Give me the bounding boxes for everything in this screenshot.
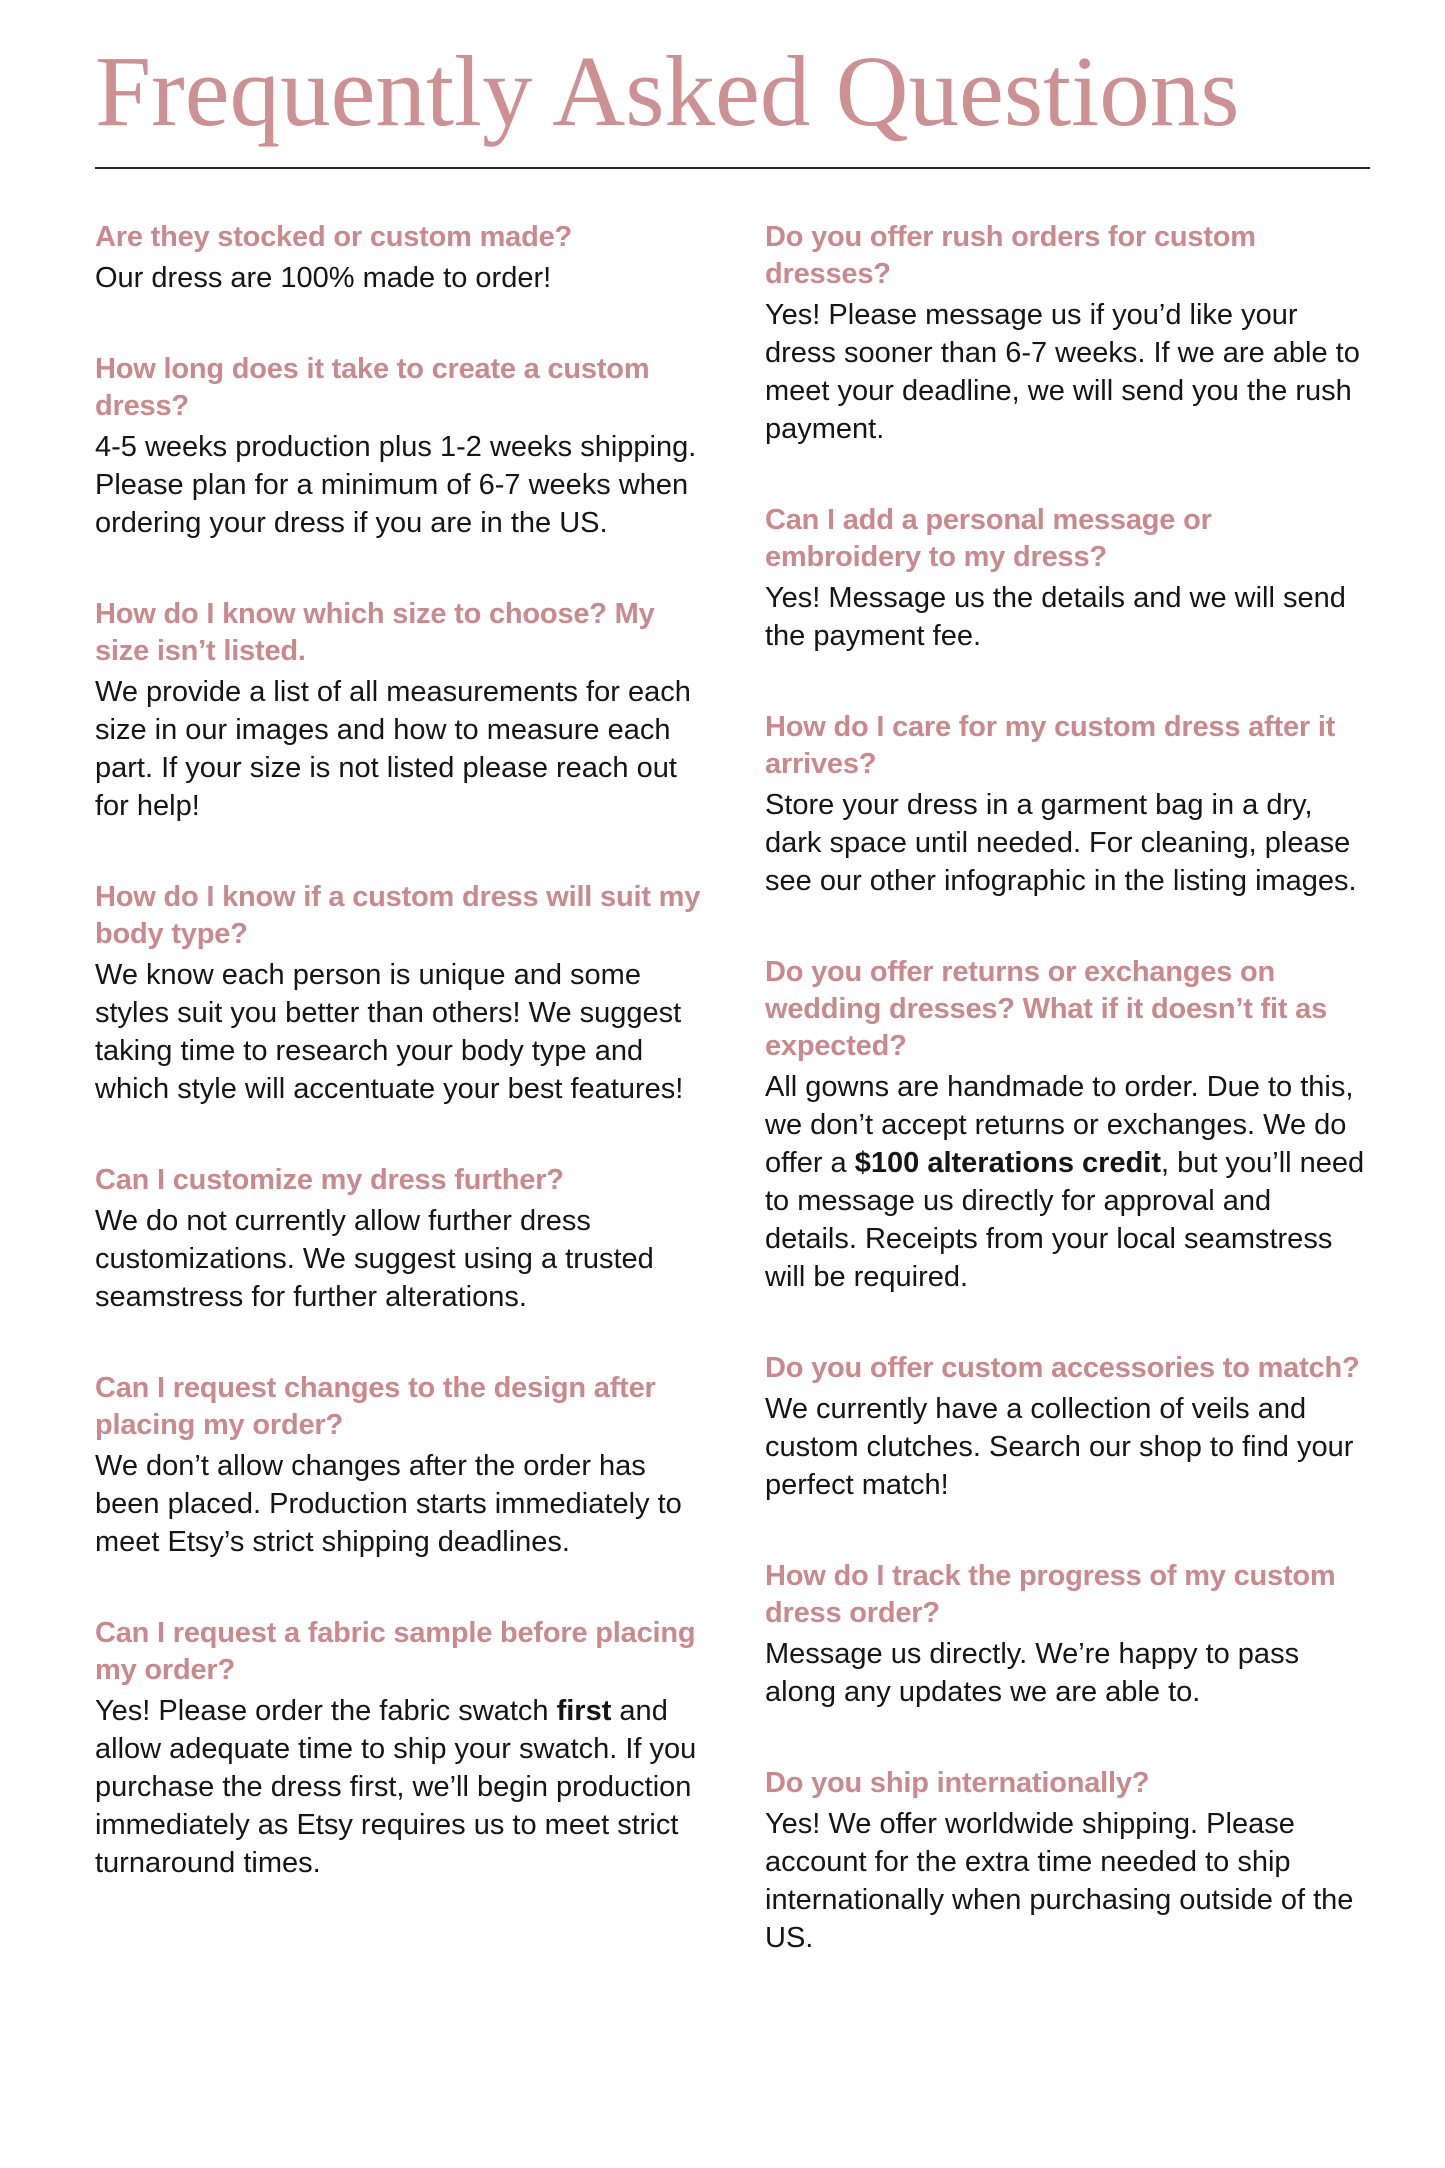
faq-question: How do I know if a custom dress will suit my body type?	[95, 881, 701, 951]
title-divider	[95, 167, 1370, 169]
faq-question: Do you offer returns or exchanges on wedding dresses? What if it doesn’t fit as expected?	[765, 956, 1327, 1063]
faq-item	[765, 1350, 1371, 1504]
faq-item	[765, 502, 1371, 655]
faq-question: How do I care for my custom dress after it arrives?	[765, 711, 1336, 781]
faq-item	[765, 954, 1371, 1296]
faq-item	[95, 1162, 701, 1316]
faq-answer: We know each person is unique and some styles suit you better than others! We suggest taking time to research your body type and which style will accentuate your best features!	[95, 959, 684, 1106]
faq-columns	[95, 219, 1370, 2011]
faq-answer: Our dress are 100% made to order!	[95, 262, 552, 295]
faq-question: How do I know which size to choose? My size isn’t listed.	[95, 598, 655, 668]
faq-column-right	[765, 219, 1371, 2011]
faq-item	[95, 351, 701, 542]
faq-question: Can I add a personal message or embroidery to my dress?	[765, 504, 1212, 574]
faq-question: Can I request changes to the design after placing my order?	[95, 1372, 656, 1442]
faq-question: Are they stocked or custom made?	[95, 221, 573, 254]
faq-answer: Yes! Please message us if you’d like your dress sooner than 6-7 weeks. If we are able to meet your deadline, we will send you the rush payment.	[765, 299, 1360, 446]
faq-item	[95, 1615, 701, 1882]
faq-question: How do I track the progress of my custom dress order?	[765, 1560, 1336, 1630]
faq-item	[765, 709, 1371, 900]
faq-answer: We do not currently allow further dress customizations. We suggest using a trusted seamstress for further alterations.	[95, 1205, 654, 1314]
faq-column-left	[95, 219, 701, 2011]
faq-item	[95, 596, 701, 825]
faq-answer: All gowns are handmade to order. Due to this, we don’t accept returns or exchanges. We do offer a $100 alterations credit, but you’ll need to message us directly for approval and details. Receipts from your local seamstress will be required.	[765, 1071, 1365, 1294]
faq-answer: Yes! Please order the fabric swatch first and allow adequate time to ship your swatch. If you purchase the dress first, we’ll begin production immediately as Etsy requires us to meet strict turnaround times.	[95, 1695, 697, 1880]
faq-item	[765, 1558, 1371, 1711]
faq-question: How long does it take to create a custom dress?	[95, 353, 650, 423]
faq-answer: We provide a list of all measurements for each size in our images and how to measure each part. If your size is not listed please reach out for help!	[95, 676, 691, 823]
faq-answer: Message us directly. We’re happy to pass along any updates we are able to.	[765, 1638, 1300, 1709]
faq-item	[95, 1370, 701, 1561]
faq-answer: Yes! Message us the details and we will send the payment fee.	[765, 582, 1346, 653]
faq-answer: We don’t allow changes after the order has been placed. Production starts immediately to meet Etsy’s strict shipping deadlines.	[95, 1450, 682, 1559]
faq-question: Can I request a fabric sample before placing my order?	[95, 1617, 696, 1687]
page-title: Frequently Asked Questions	[95, 35, 1240, 147]
faq-item	[95, 219, 701, 297]
faq-question: Do you ship internationally?	[765, 1767, 1150, 1800]
faq-question: Do you offer rush orders for custom dresses?	[765, 221, 1256, 291]
faq-answer: Store your dress in a garment bag in a dry, dark space until needed. For cleaning, please see our other infographic in the listing images.	[765, 789, 1357, 898]
faq-question: Can I customize my dress further?	[95, 1164, 564, 1197]
faq-answer: Yes! We offer worldwide shipping. Please account for the extra time needed to ship internationally when purchasing outside of the US.	[765, 1808, 1354, 1955]
faq-item	[765, 1765, 1371, 1957]
faq-answer: 4-5 weeks production plus 1-2 weeks shipping. Please plan for a minimum of 6-7 weeks when ordering your dress if you are in the US.	[95, 431, 697, 540]
faq-answer: We currently have a collection of veils and custom clutches. Search our shop to find your perfect match!	[765, 1393, 1354, 1502]
faq-item	[95, 879, 701, 1108]
faq-item	[765, 219, 1371, 448]
faq-question: Do you offer custom accessories to match?	[765, 1352, 1360, 1385]
